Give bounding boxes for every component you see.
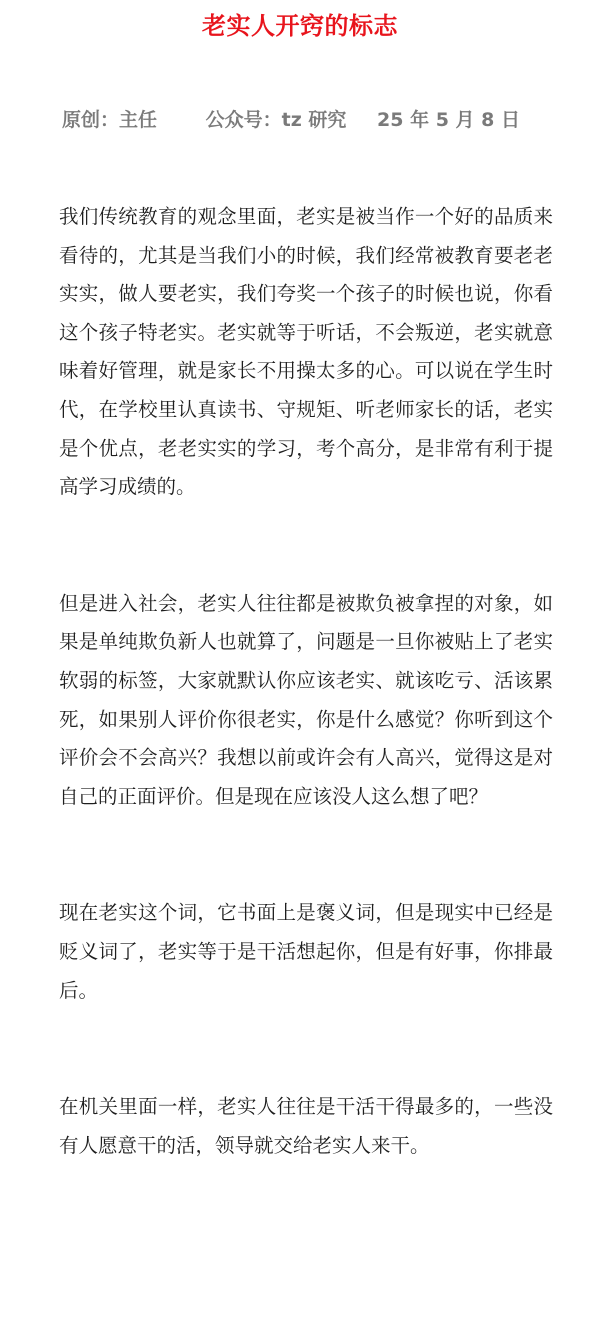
article-meta xyxy=(62,104,582,136)
paragraph-2: 但是进入社会，老实人往往都是被欺负被拿捏的对象，如果是单纯欺负新人也就算了，问题是一旦你被贴上了老实软弱的标签，大家就默认你应该老实、就该吃亏、活该累死，如果别人评价你很老实，你是什么感觉？你听到这个评价会不会高兴？我想以前或许会有人高兴，觉得这是对自己的正面评价。但是现在应该没人这么想了吧？ xyxy=(59,591,553,808)
account-label: 公众号：tz 研究 xyxy=(205,109,347,131)
paragraph-gap xyxy=(59,507,553,585)
paragraph-4: 在机关里面一样，老实人往往是干活干得最多的，一些没有人愿意干的活，领导就交给老实人来干。 xyxy=(59,1095,553,1157)
author-label: 原创：主任 xyxy=(62,109,158,131)
article-title: 老实人开窍的标志 xyxy=(202,12,398,40)
paragraph-3: 现在老实这个词，它书面上是褒义词，但是现实中已经是贬义词了，老实等于是干活想起你，但是有好事，你排最后。 xyxy=(59,901,553,1002)
article-body xyxy=(59,198,553,1165)
paragraph-gap xyxy=(59,816,553,894)
paragraph-1: 我们传统教育的观念里面，老实是被当作一个好的品质来看待的，尤其是当我们小的时候，我们经常被教育要老老实实，做人要老实，我们夸奖一个孩子的时候也说，你看这个孩子特老实。老实就等于听话，不会叛逆，老实就意味着好管理，就是家长不用操太多的心。可以说在学生时代，在学校里认真读书、守规矩、听老师家长的话，老实是个优点，老老实实的学习，考个高分，是非常有利于提高学习成绩的。 xyxy=(59,205,553,499)
publish-date: 25 年 5 月 8 日 xyxy=(377,109,520,131)
paragraph-gap xyxy=(59,1010,553,1088)
